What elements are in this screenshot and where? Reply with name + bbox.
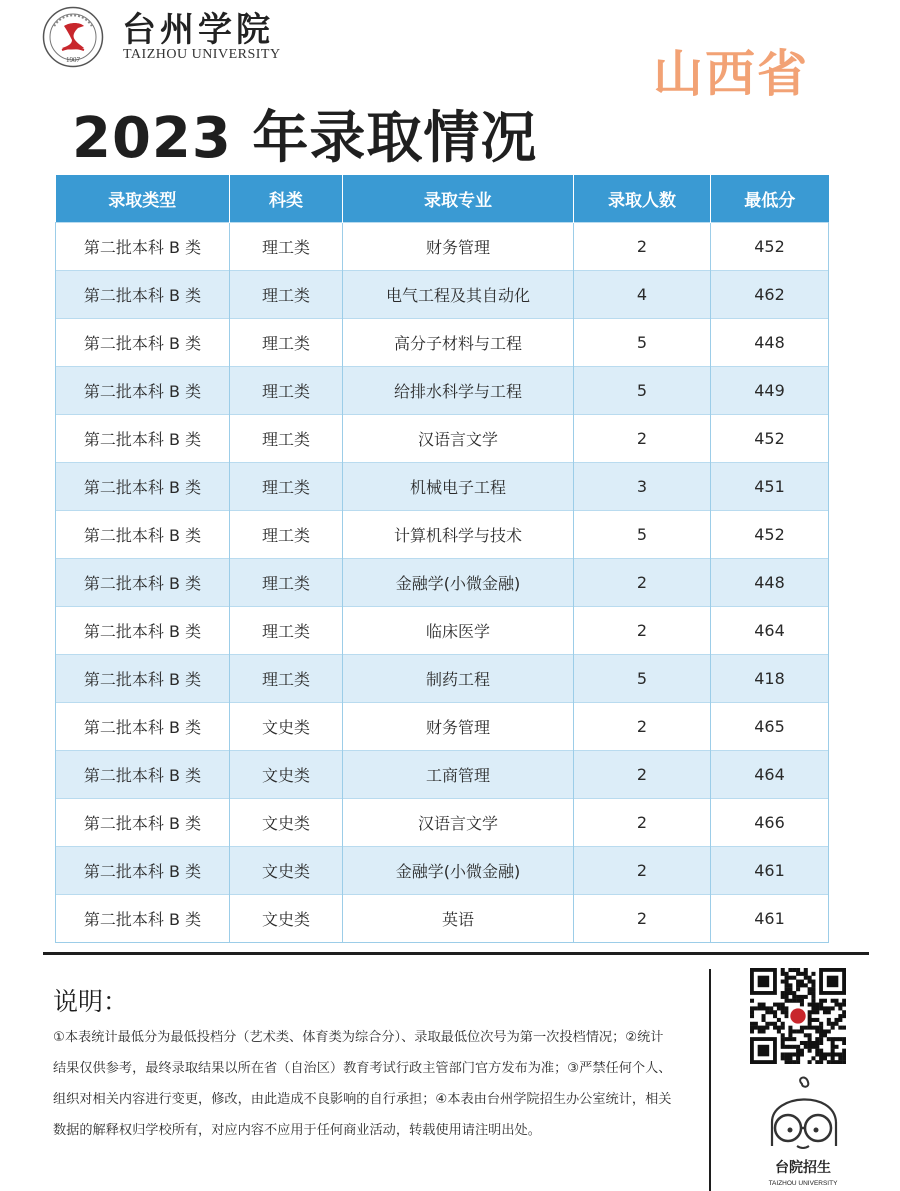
table-cell: 理工类 xyxy=(230,271,343,319)
table-body xyxy=(56,223,829,943)
table-cell: 汉语言文学 xyxy=(343,799,574,847)
notes-line: 组织对相关内容进行变更，修改，由此造成不良影响的自行承担；④本表由台州学院招生办公室统计，相关 xyxy=(53,1092,672,1107)
table-cell: 临床医学 xyxy=(343,607,574,655)
table-cell: 452 xyxy=(711,511,829,559)
table-cell: 文史类 xyxy=(230,895,343,943)
table-cell: 2 xyxy=(574,607,711,655)
table-cell: 金融学(小微金融) xyxy=(343,847,574,895)
section-divider xyxy=(43,952,869,955)
vertical-divider xyxy=(709,969,711,1191)
qr-code-icon[interactable] xyxy=(750,968,846,1064)
table-cell: 448 xyxy=(711,559,829,607)
column-header: 录取专业 xyxy=(343,175,574,223)
table-cell: 451 xyxy=(711,463,829,511)
table-row xyxy=(56,319,829,367)
table-cell: 金融学(小微金融) xyxy=(343,559,574,607)
table-cell: 第二批本科 B 类 xyxy=(56,799,230,847)
table-cell: 3 xyxy=(574,463,711,511)
table-cell: 418 xyxy=(711,655,829,703)
table-row xyxy=(56,607,829,655)
admission-table xyxy=(55,175,829,943)
table-cell: 466 xyxy=(711,799,829,847)
table-cell: 2 xyxy=(574,799,711,847)
table-cell: 2 xyxy=(574,895,711,943)
table-row xyxy=(56,703,829,751)
table-row xyxy=(56,559,829,607)
notes-body xyxy=(53,1022,698,1146)
table-row xyxy=(56,223,829,271)
table-cell: 电气工程及其自动化 xyxy=(343,271,574,319)
table-cell: 汉语言文学 xyxy=(343,415,574,463)
table-cell: 2 xyxy=(574,415,711,463)
table-cell: 第二批本科 B 类 xyxy=(56,703,230,751)
table-cell: 第二批本科 B 类 xyxy=(56,223,230,271)
table-cell: 理工类 xyxy=(230,319,343,367)
table-cell: 5 xyxy=(574,655,711,703)
table-cell: 2 xyxy=(574,223,711,271)
table-cell: 理工类 xyxy=(230,655,343,703)
table-cell: 文史类 xyxy=(230,751,343,799)
table-cell: 英语 xyxy=(343,895,574,943)
table-cell: 理工类 xyxy=(230,367,343,415)
table-row xyxy=(56,415,829,463)
table-cell: 财务管理 xyxy=(343,703,574,751)
university-logo xyxy=(42,2,282,68)
table-cell: 452 xyxy=(711,415,829,463)
table-cell: 高分子材料与工程 xyxy=(343,319,574,367)
table-cell: 461 xyxy=(711,895,829,943)
table-cell: 第二批本科 B 类 xyxy=(56,511,230,559)
table-cell: 449 xyxy=(711,367,829,415)
table-cell: 5 xyxy=(574,319,711,367)
seal-year: 1907 xyxy=(66,56,80,64)
table-row xyxy=(56,511,829,559)
table-cell: 理工类 xyxy=(230,607,343,655)
table-cell: 448 xyxy=(711,319,829,367)
page-title: 2023 年录取情况 xyxy=(72,106,538,171)
table-cell: 理工类 xyxy=(230,559,343,607)
table-cell: 文史类 xyxy=(230,799,343,847)
table-cell: 第二批本科 B 类 xyxy=(56,655,230,703)
table-cell: 2 xyxy=(574,751,711,799)
table-cell: 4 xyxy=(574,271,711,319)
table-row xyxy=(56,847,829,895)
column-header: 录取人数 xyxy=(574,175,711,223)
notes-line: 数据的解释权归学校所有，对应内容不应用于任何商业活动，转载使用请注明出处。 xyxy=(53,1123,541,1138)
table-cell: 462 xyxy=(711,271,829,319)
table-cell: 理工类 xyxy=(230,511,343,559)
table-row xyxy=(56,271,829,319)
table-cell: 5 xyxy=(574,511,711,559)
table-cell: 461 xyxy=(711,847,829,895)
table-cell: 465 xyxy=(711,703,829,751)
mascot-icon xyxy=(762,1076,844,1190)
university-seal-icon xyxy=(42,6,104,68)
mascot-label-cn: 台院招生 xyxy=(775,1160,831,1176)
mascot-label-en: TAIZHOU UNIVERSITY xyxy=(768,1180,838,1187)
table-cell: 文史类 xyxy=(230,847,343,895)
table-cell: 理工类 xyxy=(230,223,343,271)
university-name-en: TAIZHOU UNIVERSITY xyxy=(123,47,281,62)
table-cell: 第二批本科 B 类 xyxy=(56,895,230,943)
column-header: 最低分 xyxy=(711,175,829,223)
table-row xyxy=(56,367,829,415)
table-cell: 理工类 xyxy=(230,415,343,463)
table-cell: 第二批本科 B 类 xyxy=(56,607,230,655)
table-cell: 计算机科学与技术 xyxy=(343,511,574,559)
table-row xyxy=(56,463,829,511)
table-header-row xyxy=(56,175,829,223)
table-cell: 第二批本科 B 类 xyxy=(56,319,230,367)
table-row xyxy=(56,895,829,943)
table-cell: 第二批本科 B 类 xyxy=(56,463,230,511)
table-cell: 464 xyxy=(711,607,829,655)
column-header: 科类 xyxy=(230,175,343,223)
table-row xyxy=(56,799,829,847)
table-row xyxy=(56,655,829,703)
table-cell: 理工类 xyxy=(230,463,343,511)
table-cell: 财务管理 xyxy=(343,223,574,271)
table-cell: 2 xyxy=(574,559,711,607)
notes-heading: 说明： xyxy=(53,987,129,1016)
table-row xyxy=(56,751,829,799)
table-cell: 2 xyxy=(574,847,711,895)
table-cell: 2 xyxy=(574,703,711,751)
table-cell: 第二批本科 B 类 xyxy=(56,751,230,799)
table-cell: 第二批本科 B 类 xyxy=(56,847,230,895)
table-cell: 464 xyxy=(711,751,829,799)
table-cell: 第二批本科 B 类 xyxy=(56,415,230,463)
table-cell: 5 xyxy=(574,367,711,415)
notes-line: ①本表统计最低分为最低投档分（艺术类、体育类为综合分）、录取最低位次号为第一次投档情况；②统计 xyxy=(53,1030,664,1045)
table-cell: 机械电子工程 xyxy=(343,463,574,511)
province-label: 山西省 xyxy=(653,45,809,103)
table-cell: 452 xyxy=(711,223,829,271)
table-cell: 给排水科学与工程 xyxy=(343,367,574,415)
notes-line: 结果仅供参考，最终录取结果以所在省（自治区）教育考试行政主管部门官方发布为准；③严禁任何个人、 xyxy=(53,1061,672,1076)
table-cell: 制药工程 xyxy=(343,655,574,703)
table-cell: 第二批本科 B 类 xyxy=(56,271,230,319)
table-cell: 第二批本科 B 类 xyxy=(56,367,230,415)
university-name-cn: 台州学院 xyxy=(122,10,274,50)
table-cell: 工商管理 xyxy=(343,751,574,799)
table-cell: 文史类 xyxy=(230,703,343,751)
table-cell: 第二批本科 B 类 xyxy=(56,559,230,607)
column-header: 录取类型 xyxy=(56,175,230,223)
